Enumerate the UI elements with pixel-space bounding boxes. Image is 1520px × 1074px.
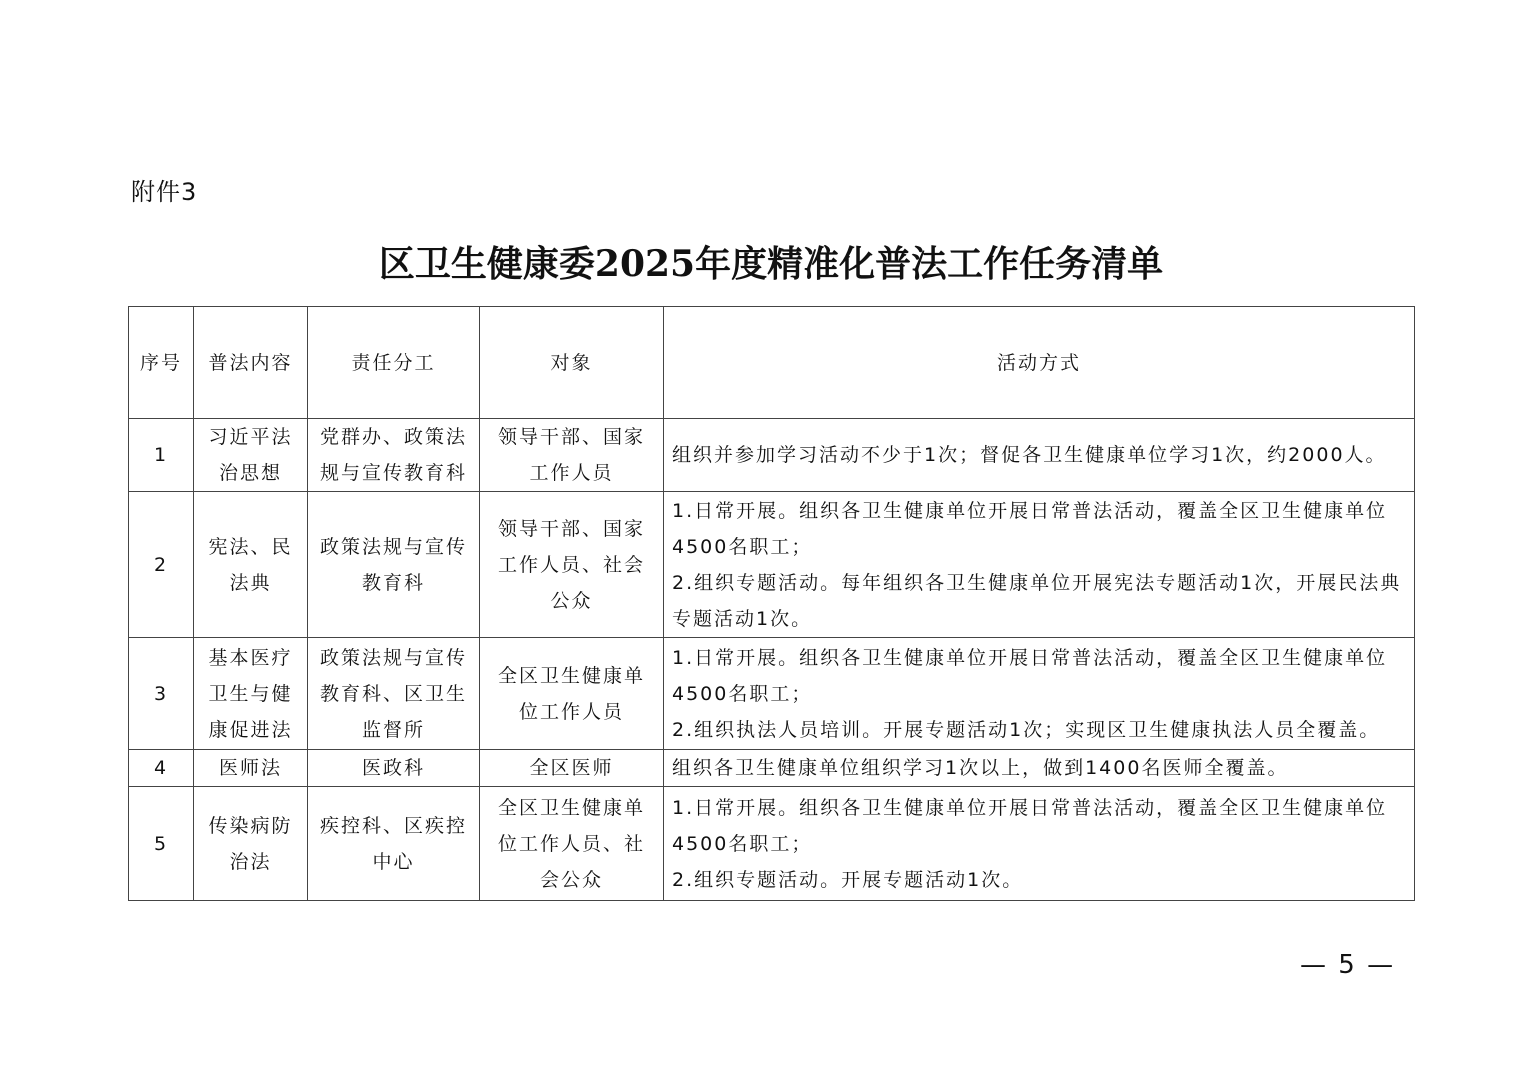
activity-line: 1.日常开展。组织各卫生健康单位开展日常普法活动，覆盖全区卫生健康单位4500名职工； [672, 646, 1388, 705]
row-activities [664, 787, 1415, 901]
table-row [129, 492, 1415, 638]
row-content: 宪法、民法典 [194, 492, 308, 638]
row-target: 全区卫生健康单位工作人员、社会公众 [480, 787, 664, 901]
row-responsibility: 医政科 [308, 750, 480, 787]
activity-line: 2.组织专题活动。开展专题活动1次。 [672, 868, 1024, 891]
table-header-row [129, 307, 1415, 419]
row-content: 习近平法治思想 [194, 419, 308, 492]
row-activities [664, 492, 1415, 638]
activity-line: 2.组织执法人员培训。开展专题活动1次；实现区卫生健康执法人员全覆盖。 [672, 718, 1381, 741]
activity-line: 1.日常开展。组织各卫生健康单位开展日常普法活动，覆盖全区卫生健康单位4500名职工； [672, 499, 1388, 558]
header-target: 对象 [480, 307, 664, 419]
row-responsibility: 党群办、政策法规与宣传教育科 [308, 419, 480, 492]
activity-line: 1.日常开展。组织各卫生健康单位开展日常普法活动，覆盖全区卫生健康单位4500名职工； [672, 796, 1388, 855]
row-content: 基本医疗卫生与健康促进法 [194, 638, 308, 750]
row-no: 5 [129, 787, 194, 901]
attachment-label: 附件3 [131, 178, 198, 206]
activity-line: 组织各卫生健康单位组织学习1次以上，做到1400名医师全覆盖。 [672, 757, 1289, 779]
row-target: 领导干部、国家工作人员、社会公众 [480, 492, 664, 638]
table-row [129, 638, 1415, 750]
row-responsibility: 疾控科、区疾控中心 [308, 787, 480, 901]
row-responsibility: 政策法规与宣传教育科、区卫生监督所 [308, 638, 480, 750]
row-content: 医师法 [194, 750, 308, 787]
row-activities [664, 750, 1415, 787]
table-row [129, 419, 1415, 492]
row-target: 全区医师 [480, 750, 664, 787]
row-no: 1 [129, 419, 194, 492]
header-content: 普法内容 [194, 307, 308, 419]
row-target: 领导干部、国家工作人员 [480, 419, 664, 492]
header-no: 序号 [129, 307, 194, 419]
row-content: 传染病防治法 [194, 787, 308, 901]
header-responsibility: 责任分工 [308, 307, 480, 419]
activity-line: 2.组织专题活动。每年组织各卫生健康单位开展宪法专题活动1次，开展民法典专题活动1次。 [672, 571, 1402, 630]
table-row [129, 787, 1415, 901]
task-table [128, 306, 1415, 901]
row-target: 全区卫生健康单位工作人员 [480, 638, 664, 750]
page-number: — 5 — [1300, 950, 1396, 980]
row-activities [664, 419, 1415, 492]
row-no: 4 [129, 750, 194, 787]
row-activities [664, 638, 1415, 750]
header-activities: 活动方式 [664, 307, 1415, 419]
activity-line: 组织并参加学习活动不少于1次；督促各卫生健康单位学习1次，约2000人。 [672, 444, 1387, 466]
row-no: 2 [129, 492, 194, 638]
row-no: 3 [129, 638, 194, 750]
row-responsibility: 政策法规与宣传教育科 [308, 492, 480, 638]
table-row [129, 750, 1415, 787]
document-title: 区卫生健康委2025年度精准化普法工作任务清单 [378, 243, 1164, 285]
